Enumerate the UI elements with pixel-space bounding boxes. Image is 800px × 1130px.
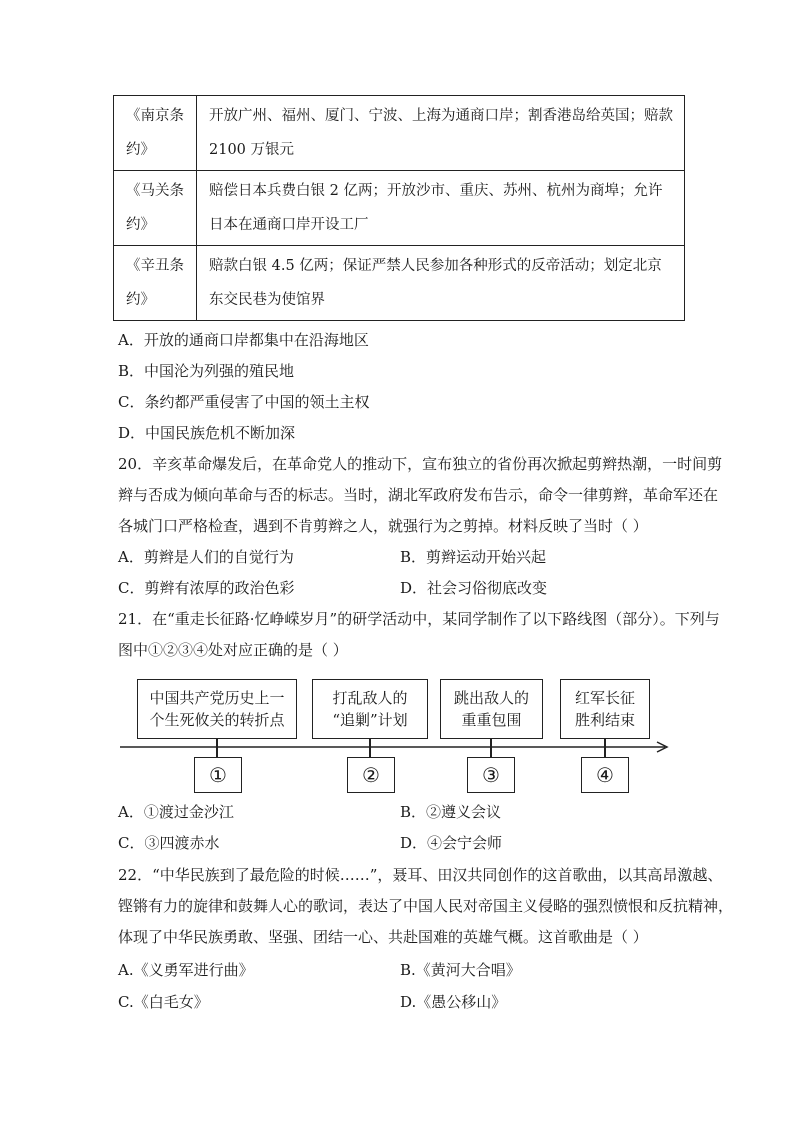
q22-option-d: D.《愚公移山》 (400, 993, 507, 1011)
q21-option-d: D．④会宁会师 (400, 834, 503, 852)
route-box-text: 跳出敌人的 (453, 689, 529, 707)
treaty-terms: 赔款白银 4.5 亿两；保证严禁人民参加各种形式的反帝活动；划定北京东交民巷为使馆界 (197, 246, 685, 321)
q19-option-b: B．中国沦为列强的殖民地 (118, 362, 295, 380)
route-box-text: 胜利结束 (574, 711, 635, 729)
route-box-text: “追剿”计划 (332, 711, 408, 729)
q22-option-b: B.《黄河大合唱》 (400, 961, 521, 979)
q20-option-c: C．剪辫有浓厚的政治色彩 (118, 579, 295, 597)
timeline-arrow (120, 738, 672, 756)
treaty-name: 《马关条约》 (114, 171, 197, 246)
route-box-text: 打乱敌人的 (332, 689, 408, 707)
marker-box-2: ② (347, 757, 395, 793)
treaty-terms: 赔偿日本兵费白银 2 亿两；开放沙市、重庆、苏州、杭州为商埠；允许日本在通商口岸开设工厂 (197, 171, 685, 246)
q19-option-d: D．中国民族危机不断加深 (118, 424, 296, 442)
q21-stem-line: 图中①②③④处对应正确的是（ ） (118, 641, 348, 659)
treaty-terms: 开放广州、福州、厦门、宁波、上海为通商口岸；割香港岛给英国；赔款 2100 万银元 (197, 96, 685, 171)
q21-stem-line: 21．在“重走长征路·忆峥嵘岁月”的研学活动中，某同学制作了以下路线图（部分）。下列与 (118, 610, 720, 628)
q22-option-a: A.《义勇军进行曲》 (118, 961, 254, 979)
route-box-text: 个生死攸关的转折点 (149, 711, 285, 729)
table-row (114, 171, 685, 246)
q22-stem-line: 22．“中华民族到了最危险的时候……”，聂耳、田汉共同创作的这首歌曲，以其高昂激越、 (118, 866, 723, 884)
table-row (114, 96, 685, 171)
marker-box-1: ① (194, 757, 242, 793)
marker-box-3: ③ (467, 757, 515, 793)
q22-stem-line: 铿锵有力的旋律和鼓舞人心的歌词，表达了中国人民对帝国主义侵略的强烈愤恨和反抗精神， (118, 897, 734, 915)
route-box-3 (440, 679, 543, 739)
treaty-table (113, 95, 685, 321)
treaty-name: 《辛丑条约》 (114, 246, 197, 321)
marker-box-4: ④ (581, 757, 629, 793)
q22-option-c: C.《白毛女》 (118, 993, 209, 1011)
route-box-2 (312, 679, 428, 739)
q22-stem-line: 体现了中华民族勇敢、坚强、团结一心、共赴国难的英雄气概。这首歌曲是（ ） (118, 928, 648, 946)
table-row (114, 246, 685, 321)
q21-option-c: C．③四渡赤水 (118, 834, 220, 852)
route-box-text: 中国共产党历史上一 (149, 689, 285, 707)
q21-option-b: B．②遵义会议 (400, 803, 502, 821)
q20-option-b: B．剪辫运动开始兴起 (400, 548, 547, 566)
route-box-1 (137, 679, 297, 739)
q19-option-c: C．条约都严重侵害了中国的领土主权 (118, 393, 370, 411)
route-box-text: 红军长征 (574, 689, 635, 707)
q19-option-a: A．开放的通商口岸都集中在沿海地区 (118, 331, 369, 349)
q21-option-a: A．①渡过金沙江 (118, 803, 234, 821)
route-box-text: 重重包围 (461, 711, 522, 729)
q20-option-a: A．剪辫是人们的自觉行为 (118, 548, 294, 566)
q20-option-d: D．社会习俗彻底改变 (400, 579, 548, 597)
q20-stem-line: 各城门口严格检查，遇到不肯剪辫之人，就强行为之剪掉。材料反映了当时（ ） (118, 517, 648, 535)
route-box-4 (560, 679, 650, 739)
treaty-name: 《南京条约》 (114, 96, 197, 171)
q20-stem-line: 辫与否成为倾向革命与否的标志。当时，湖北军政府发布告示，命令一律剪辫，革命军还在 (118, 486, 719, 504)
q20-stem-line: 20．辛亥革命爆发后，在革命党人的推动下，宣布独立的省份再次掀起剪辫热潮，一时间剪 (118, 455, 723, 473)
